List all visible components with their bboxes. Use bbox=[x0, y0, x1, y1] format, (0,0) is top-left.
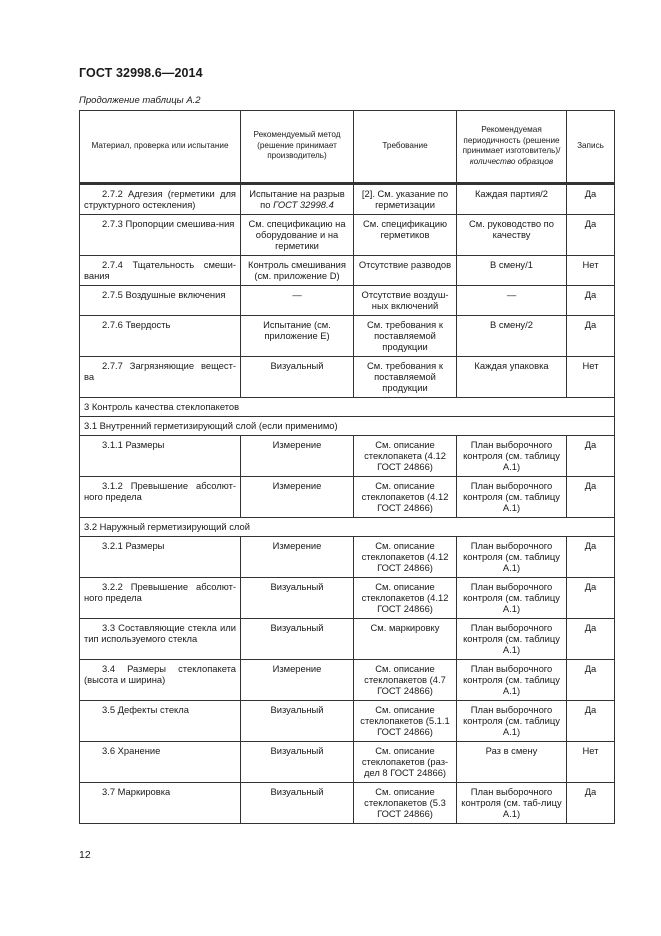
cell-material-text: 2.7.7 Загрязняющие вещест-ва bbox=[84, 360, 236, 382]
cell-method: Визуальный bbox=[241, 619, 354, 660]
cell-frequency: План выборочного контроля (см. таблицу А.1) bbox=[457, 619, 567, 660]
cell-material bbox=[80, 537, 241, 578]
cell-record: Нет bbox=[567, 357, 615, 398]
table-row bbox=[80, 537, 615, 578]
cell-frequency: — bbox=[457, 286, 567, 316]
cell-material-text: 2.7.6 Твердость bbox=[102, 319, 171, 330]
cell-requirement: Отсутствие воздуш-ных включений bbox=[354, 286, 457, 316]
cell-frequency: Раз в смену bbox=[457, 742, 567, 783]
cell-material-text: 3.1.1 Размеры bbox=[102, 439, 165, 450]
cell-method: См. спецификацию на оборудование и на герметики bbox=[241, 215, 354, 256]
requirements-table bbox=[79, 110, 615, 824]
cell-frequency: См. руководство по качеству bbox=[457, 215, 567, 256]
cell-method: Визуальный bbox=[241, 742, 354, 783]
cell-material-text: 3.6 Хранение bbox=[102, 745, 161, 756]
cell-method-text: Испытание на разрыв по bbox=[249, 188, 345, 210]
cell-record: Да bbox=[567, 701, 615, 742]
cell-frequency: Каждая партия/2 bbox=[457, 185, 567, 215]
table-body bbox=[80, 185, 615, 824]
cell-material bbox=[80, 357, 241, 398]
col-header-method: Рекомендуемый метод (решение принимает производитель) bbox=[241, 111, 354, 184]
cell-requirement: См. описание стеклопакетов (раз-дел 8 ГОСТ 24866) bbox=[354, 742, 457, 783]
cell-material-text: 3.4 Размеры стеклопакета (высота и ширина) bbox=[84, 663, 236, 685]
cell-material bbox=[80, 783, 241, 824]
cell-material-text: 3.5 Дефекты стекла bbox=[102, 704, 189, 715]
table-row bbox=[80, 619, 615, 660]
cell-method bbox=[241, 185, 354, 215]
cell-material bbox=[80, 742, 241, 783]
cell-material-text: 3.1.2 Превышение абсолют-ного предела bbox=[84, 480, 236, 502]
table-header-row bbox=[80, 111, 615, 184]
cell-requirement: См. описание стеклопакетов (5.3 ГОСТ 24866) bbox=[354, 783, 457, 824]
cell-method: Измерение bbox=[241, 660, 354, 701]
cell-record: Да bbox=[567, 578, 615, 619]
table-section-row bbox=[80, 398, 615, 417]
cell-method: Визуальный bbox=[241, 783, 354, 824]
col-header-record: Запись bbox=[567, 111, 615, 184]
cell-frequency: В смену/1 bbox=[457, 256, 567, 286]
cell-material bbox=[80, 256, 241, 286]
cell-material-text: 2.7.4 Тщательность смеши-вания bbox=[84, 259, 236, 281]
cell-record: Да bbox=[567, 537, 615, 578]
section-heading: 3.2 Наружный герметизирующий слой bbox=[80, 518, 615, 537]
table-row bbox=[80, 286, 615, 316]
cell-requirement: См. требования к поставляемой продукции bbox=[354, 357, 457, 398]
cell-frequency: План выборочного контроля (см. таблицу А.1) bbox=[457, 578, 567, 619]
cell-requirement: См. описание стеклопакетов (4.7 ГОСТ 24866) bbox=[354, 660, 457, 701]
cell-record: Да bbox=[567, 660, 615, 701]
cell-requirement: Отсутствие разводов bbox=[354, 256, 457, 286]
cell-material-text: 2.7.5 Воздушные включения bbox=[102, 289, 226, 300]
cell-method: — bbox=[241, 286, 354, 316]
cell-record: Да bbox=[567, 286, 615, 316]
cell-record: Да bbox=[567, 436, 615, 477]
table-row bbox=[80, 316, 615, 357]
page-number: 12 bbox=[79, 849, 91, 861]
cell-record: Да bbox=[567, 477, 615, 518]
table-row bbox=[80, 436, 615, 477]
cell-frequency: План выборочного контроля (см. таблицу А.1) bbox=[457, 660, 567, 701]
cell-requirement: См. описание стеклопакетов (4.12 ГОСТ 24866) bbox=[354, 578, 457, 619]
cell-frequency: В смену/2 bbox=[457, 316, 567, 357]
col-header-frequency bbox=[457, 111, 567, 184]
table-row bbox=[80, 742, 615, 783]
cell-record: Да bbox=[567, 215, 615, 256]
cell-requirement: См. маркировку bbox=[354, 619, 457, 660]
cell-frequency: Каждая упаковка bbox=[457, 357, 567, 398]
cell-frequency: План выборочного контроля (см. таблицу А.1) bbox=[457, 436, 567, 477]
section-heading: 3.1 Внутренний герметизирующий слой (если применимо) bbox=[80, 417, 615, 436]
table-row bbox=[80, 578, 615, 619]
cell-material bbox=[80, 185, 241, 215]
cell-frequency: План выборочного контроля (см. таб-лицу А.1) bbox=[457, 783, 567, 824]
cell-record: Нет bbox=[567, 256, 615, 286]
cell-method: Измерение bbox=[241, 537, 354, 578]
cell-record: Да bbox=[567, 783, 615, 824]
col-header-frequency-text: Рекомендуемая периодичность (решение принимает изготовитель)/ bbox=[462, 125, 561, 155]
table-row bbox=[80, 215, 615, 256]
cell-method-standard-ref: ГОСТ 32998.4 bbox=[273, 199, 334, 210]
table-row bbox=[80, 256, 615, 286]
cell-requirement: См. описание стеклопакетов (4.12 ГОСТ 24866) bbox=[354, 477, 457, 518]
cell-material bbox=[80, 578, 241, 619]
cell-method: Испытание (см. приложение E) bbox=[241, 316, 354, 357]
cell-method: Визуальный bbox=[241, 578, 354, 619]
cell-method: Визуальный bbox=[241, 701, 354, 742]
cell-requirement: См. спецификацию герметиков bbox=[354, 215, 457, 256]
cell-requirement: См. требования к поставляемой продукции bbox=[354, 316, 457, 357]
cell-record: Да bbox=[567, 185, 615, 215]
cell-requirement: См. описание стеклопакета (4.12 ГОСТ 24866) bbox=[354, 436, 457, 477]
table-row bbox=[80, 701, 615, 742]
table-row bbox=[80, 357, 615, 398]
table-section-row bbox=[80, 518, 615, 537]
col-header-material: Материал, проверка или испытание bbox=[80, 111, 241, 184]
table-row bbox=[80, 477, 615, 518]
cell-material bbox=[80, 477, 241, 518]
table-row bbox=[80, 783, 615, 824]
col-header-frequency-italic: количество образцов bbox=[469, 156, 554, 166]
document-title: ГОСТ 32998.6—2014 bbox=[79, 66, 203, 80]
cell-method: Измерение bbox=[241, 477, 354, 518]
cell-record: Да bbox=[567, 316, 615, 357]
cell-material-text: 3.7 Маркировка bbox=[102, 786, 171, 797]
cell-material-text: 3.2.1 Размеры bbox=[102, 540, 165, 551]
cell-frequency: План выборочного контроля (см. таблицу А.1) bbox=[457, 477, 567, 518]
table-continuation-caption: Продолжение таблицы А.2 bbox=[79, 95, 201, 106]
cell-material-text: 2.7.2 Адгезия (герметики для структурного остекления) bbox=[84, 188, 236, 210]
cell-frequency: План выборочного контроля (см. таблицу А.1) bbox=[457, 537, 567, 578]
cell-material bbox=[80, 286, 241, 316]
cell-material bbox=[80, 215, 241, 256]
cell-record: Да bbox=[567, 619, 615, 660]
cell-requirement: См. описание стеклопакетов (4.12 ГОСТ 24866) bbox=[354, 537, 457, 578]
cell-method: Визуальный bbox=[241, 357, 354, 398]
table-row bbox=[80, 185, 615, 215]
cell-material bbox=[80, 701, 241, 742]
cell-requirement: [2]. См. указание по герметизации bbox=[354, 185, 457, 215]
table-section-row bbox=[80, 417, 615, 436]
cell-material-text: 3.3 Составляющие стекла или тип используемого стекла bbox=[84, 622, 236, 644]
cell-material-text: 3.2.2 Превышение абсолют-ного предела bbox=[84, 581, 236, 603]
cell-material bbox=[80, 436, 241, 477]
cell-requirement: См. описание стеклопакетов (5.1.1 ГОСТ 24866) bbox=[354, 701, 457, 742]
table-row bbox=[80, 660, 615, 701]
cell-method: Измерение bbox=[241, 436, 354, 477]
section-heading: 3 Контроль качества стеклопакетов bbox=[80, 398, 615, 417]
cell-material bbox=[80, 660, 241, 701]
cell-material bbox=[80, 619, 241, 660]
cell-frequency: План выборочного контроля (см. таблицу А.1) bbox=[457, 701, 567, 742]
cell-material bbox=[80, 316, 241, 357]
cell-material-text: 2.7.3 Пропорции смешива-ния bbox=[102, 218, 235, 229]
cell-method: Контроль смешивания (см. приложение D) bbox=[241, 256, 354, 286]
col-header-requirement: Требование bbox=[354, 111, 457, 184]
cell-record: Нет bbox=[567, 742, 615, 783]
